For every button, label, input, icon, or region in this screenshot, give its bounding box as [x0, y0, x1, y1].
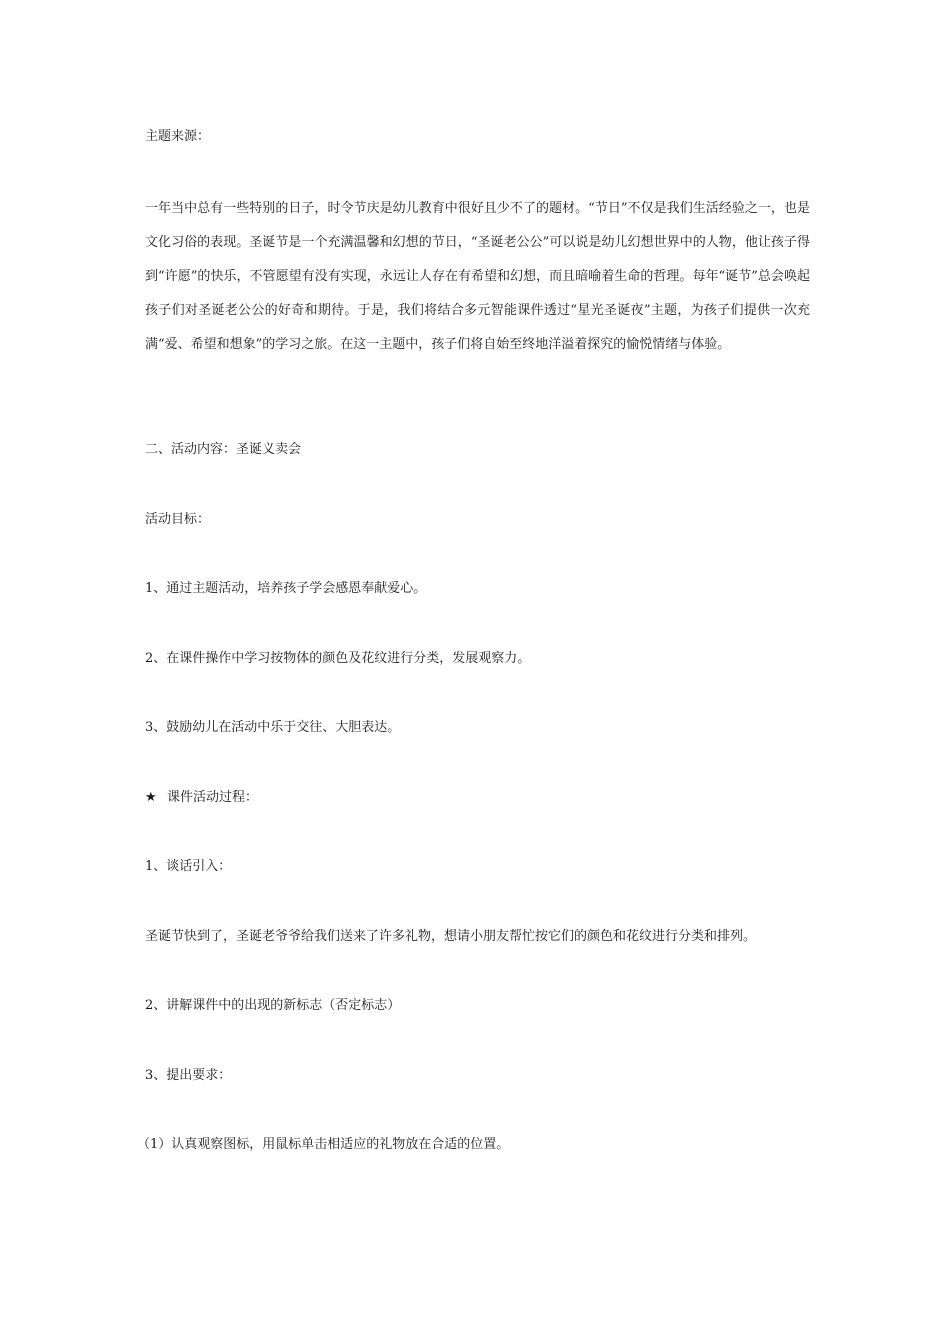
step-3-label: 3、提出要求： [145, 1068, 232, 1083]
step-1-text: 圣诞节快到了，圣诞老爷爷给我们送来了许多礼物，想请小朋友帮忙按它们的颜色和花纹进行分类和排列。 [145, 929, 757, 944]
theme-source-label: 主题来源： [145, 129, 211, 144]
goal-item-3: 3、鼓励幼儿在活动中乐于交往、大胆表达。 [145, 720, 401, 735]
goals-label: 活动目标： [145, 512, 211, 527]
star-icon: ★ [145, 790, 157, 805]
intro-paragraph: 一年当中总有一些特别的日子，时令节庆是幼儿教育中很好且少不了的题材。“节日”不仅是我们生活经验之一，也是文化习俗的表现。圣诞节是一个充满温馨和幻想的节日，“圣诞老公公”可以说是幼儿幻想世界中的人物，他让孩子得到“许愿”的快乐，不管愿望有没有实现，永远让人存在有希望和幻想，而且暗喻着生命的哲理。每年“诞节”总会唤起孩子们对圣诞老公公的好奇和期待。于是，我们将结合多元智能课件透过“星光圣诞夜”主题，为孩子们提供一次充满“爱、希望和想象”的学习之旅。在这一主题中，孩子们将自始至终地洋溢着探究的愉悦情绪与体验。 [145, 201, 810, 352]
process-label: 课件活动过程： [167, 790, 259, 805]
process-heading [145, 788, 815, 808]
step-2-label: 2、讲解课件中的出现的新标志（否定标志） [145, 998, 401, 1013]
requirement-1: （1）认真观察图标，用鼠标单击相适应的礼物放在合适的位置。 [137, 1137, 510, 1152]
step-1-label: 1、谈话引入： [145, 859, 232, 874]
goal-item-1: 1、通过主题活动，培养孩子学会感恩奉献爱心。 [145, 581, 427, 596]
goal-item-2: 2、在课件操作中学习按物体的颜色及花纹进行分类，发展观察力。 [145, 651, 531, 666]
activity-content-heading: 二、活动内容：圣诞义卖会 [145, 442, 302, 457]
